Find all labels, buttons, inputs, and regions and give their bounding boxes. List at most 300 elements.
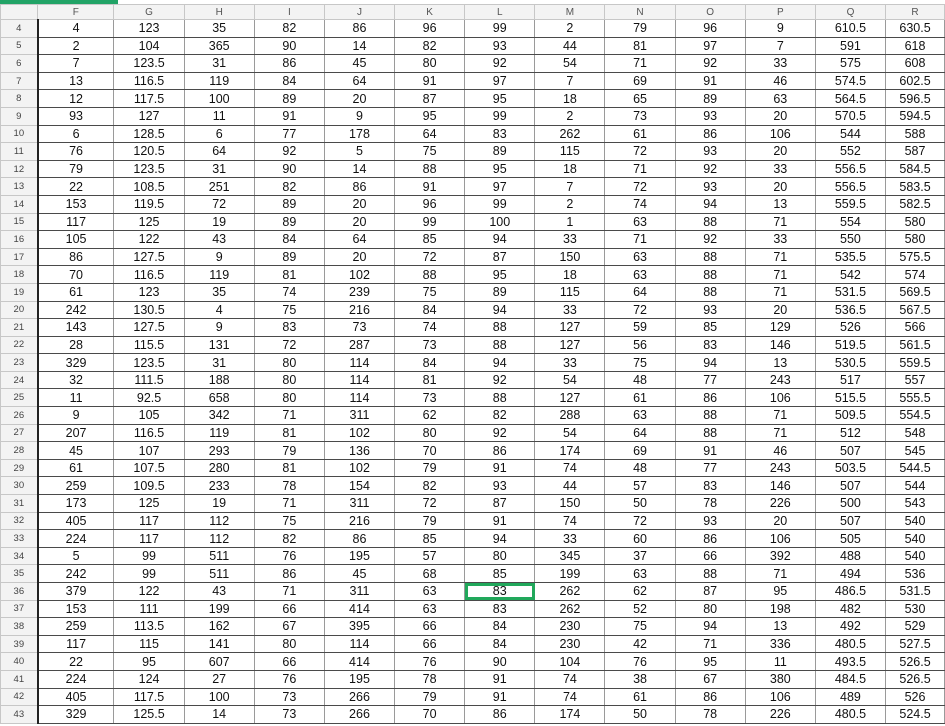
- cell[interactable]: 106: [745, 688, 815, 706]
- cell[interactable]: 233: [184, 477, 254, 495]
- cell[interactable]: 4: [184, 301, 254, 319]
- cell[interactable]: 524.5: [886, 706, 945, 724]
- cell[interactable]: 106: [745, 125, 815, 143]
- cell[interactable]: 54: [535, 424, 605, 442]
- cell[interactable]: 45: [38, 442, 114, 460]
- cell[interactable]: 405: [38, 512, 114, 530]
- cell[interactable]: 71: [254, 583, 324, 601]
- cell[interactable]: 71: [605, 55, 675, 73]
- cell[interactable]: 7: [38, 55, 114, 73]
- cell[interactable]: 79: [395, 512, 465, 530]
- cell[interactable]: 13: [745, 354, 815, 372]
- row-header[interactable]: 9: [1, 107, 38, 125]
- cell[interactable]: 77: [254, 125, 324, 143]
- cell[interactable]: 115.5: [114, 336, 184, 354]
- cell[interactable]: 96: [395, 195, 465, 213]
- cell[interactable]: 45: [324, 55, 394, 73]
- cell[interactable]: 114: [324, 371, 394, 389]
- cell[interactable]: 75: [395, 143, 465, 161]
- cell[interactable]: 122: [114, 583, 184, 601]
- cell[interactable]: 9: [38, 407, 114, 425]
- cell[interactable]: 94: [465, 301, 535, 319]
- cell[interactable]: 13: [38, 72, 114, 90]
- cell[interactable]: 195: [324, 670, 394, 688]
- cell[interactable]: 35: [184, 20, 254, 38]
- cell[interactable]: 86: [38, 248, 114, 266]
- cell[interactable]: 72: [605, 512, 675, 530]
- cell[interactable]: 86: [324, 530, 394, 548]
- cell[interactable]: 22: [38, 178, 114, 196]
- row-header[interactable]: 14: [1, 195, 38, 213]
- cell[interactable]: 154: [324, 477, 394, 495]
- cell[interactable]: 564.5: [815, 90, 885, 108]
- cell[interactable]: 242: [38, 565, 114, 583]
- cell[interactable]: 64: [184, 143, 254, 161]
- column-header-h[interactable]: H: [184, 5, 254, 20]
- cell[interactable]: 99: [114, 565, 184, 583]
- cell[interactable]: 99: [465, 195, 535, 213]
- cell[interactable]: 130.5: [114, 301, 184, 319]
- cell[interactable]: 33: [535, 354, 605, 372]
- cell[interactable]: 79: [395, 459, 465, 477]
- cell[interactable]: 120.5: [114, 143, 184, 161]
- cell[interactable]: 608: [886, 55, 945, 73]
- cell[interactable]: 92: [675, 231, 745, 249]
- cell[interactable]: 365: [184, 37, 254, 55]
- column-header-q[interactable]: Q: [815, 5, 885, 20]
- column-header-g[interactable]: G: [114, 5, 184, 20]
- cell[interactable]: 87: [465, 495, 535, 513]
- cell[interactable]: 93: [465, 477, 535, 495]
- cell[interactable]: 199: [535, 565, 605, 583]
- row-header[interactable]: 32: [1, 512, 38, 530]
- cell[interactable]: 102: [324, 459, 394, 477]
- row-header[interactable]: 34: [1, 547, 38, 565]
- row-header[interactable]: 37: [1, 600, 38, 618]
- cell[interactable]: 5: [38, 547, 114, 565]
- cell[interactable]: 45: [324, 565, 394, 583]
- cell[interactable]: 93: [465, 37, 535, 55]
- cell[interactable]: 20: [324, 248, 394, 266]
- cell[interactable]: 85: [395, 530, 465, 548]
- cell[interactable]: 32: [38, 371, 114, 389]
- cell[interactable]: 37: [605, 547, 675, 565]
- cell[interactable]: 123: [114, 20, 184, 38]
- cell[interactable]: 108.5: [114, 178, 184, 196]
- cell[interactable]: 535.5: [815, 248, 885, 266]
- column-header-l[interactable]: L: [465, 5, 535, 20]
- cell[interactable]: 100: [184, 90, 254, 108]
- cell[interactable]: 13: [745, 618, 815, 636]
- cell[interactable]: 71: [254, 407, 324, 425]
- cell[interactable]: 88: [465, 389, 535, 407]
- cell[interactable]: 31: [184, 55, 254, 73]
- cell[interactable]: 311: [324, 495, 394, 513]
- cell[interactable]: 89: [254, 90, 324, 108]
- row-header[interactable]: 15: [1, 213, 38, 231]
- cell[interactable]: 80: [254, 635, 324, 653]
- cell[interactable]: 540: [886, 547, 945, 565]
- cell[interactable]: 94: [465, 231, 535, 249]
- cell[interactable]: 80: [395, 55, 465, 73]
- cell[interactable]: 517: [815, 371, 885, 389]
- cell[interactable]: 173: [38, 495, 114, 513]
- cell[interactable]: 146: [745, 477, 815, 495]
- cell[interactable]: 540: [886, 512, 945, 530]
- cell[interactable]: 117: [38, 635, 114, 653]
- cell[interactable]: 123.5: [114, 160, 184, 178]
- cell[interactable]: 96: [675, 20, 745, 38]
- cell[interactable]: 123: [114, 283, 184, 301]
- cell[interactable]: 74: [395, 319, 465, 337]
- row-header[interactable]: 26: [1, 407, 38, 425]
- cell[interactable]: 84: [254, 72, 324, 90]
- cell[interactable]: 88: [675, 283, 745, 301]
- cell[interactable]: 259: [38, 618, 114, 636]
- cell[interactable]: 88: [675, 565, 745, 583]
- cell[interactable]: 99: [465, 20, 535, 38]
- row-header[interactable]: 13: [1, 178, 38, 196]
- cell[interactable]: 91: [465, 670, 535, 688]
- cell[interactable]: 91: [675, 442, 745, 460]
- cell[interactable]: 80: [254, 389, 324, 407]
- cell[interactable]: 65: [605, 90, 675, 108]
- cell[interactable]: 75: [395, 283, 465, 301]
- cell[interactable]: 92.5: [114, 389, 184, 407]
- cell[interactable]: 74: [535, 670, 605, 688]
- cell[interactable]: 150: [535, 248, 605, 266]
- cell[interactable]: 482: [815, 600, 885, 618]
- cell[interactable]: 78: [254, 477, 324, 495]
- cell[interactable]: 94: [675, 618, 745, 636]
- cell[interactable]: 93: [675, 178, 745, 196]
- cell[interactable]: 71: [605, 160, 675, 178]
- cell[interactable]: 262: [535, 583, 605, 601]
- cell[interactable]: 83: [465, 125, 535, 143]
- cell[interactable]: 113.5: [114, 618, 184, 636]
- cell[interactable]: 79: [395, 688, 465, 706]
- row-header[interactable]: 40: [1, 653, 38, 671]
- cell[interactable]: 124: [114, 670, 184, 688]
- cell[interactable]: 50: [605, 495, 675, 513]
- cell[interactable]: 91: [465, 688, 535, 706]
- cell[interactable]: 72: [254, 336, 324, 354]
- cell[interactable]: 262: [535, 125, 605, 143]
- cell[interactable]: 574: [886, 266, 945, 284]
- cell[interactable]: 117: [38, 213, 114, 231]
- cell[interactable]: 658: [184, 389, 254, 407]
- cell[interactable]: 95: [114, 653, 184, 671]
- cell[interactable]: 72: [605, 301, 675, 319]
- row-header[interactable]: 21: [1, 319, 38, 337]
- cell[interactable]: 91: [254, 107, 324, 125]
- cell[interactable]: 226: [745, 706, 815, 724]
- cell[interactable]: 259: [38, 477, 114, 495]
- cell[interactable]: 87: [675, 583, 745, 601]
- cell[interactable]: 580: [886, 213, 945, 231]
- cell[interactable]: 86: [254, 55, 324, 73]
- cell[interactable]: 87: [395, 90, 465, 108]
- cell[interactable]: 76: [395, 653, 465, 671]
- cell[interactable]: 86: [675, 530, 745, 548]
- cell[interactable]: 115: [535, 143, 605, 161]
- cell[interactable]: 119.5: [114, 195, 184, 213]
- cell[interactable]: 92: [675, 160, 745, 178]
- cell[interactable]: 311: [324, 583, 394, 601]
- column-header-i[interactable]: I: [254, 5, 324, 20]
- cell[interactable]: 512: [815, 424, 885, 442]
- row-header[interactable]: 31: [1, 495, 38, 513]
- cell[interactable]: 239: [324, 283, 394, 301]
- cell[interactable]: 556.5: [815, 178, 885, 196]
- cell[interactable]: 66: [395, 635, 465, 653]
- cell[interactable]: 559.5: [886, 354, 945, 372]
- row-header[interactable]: 22: [1, 336, 38, 354]
- cell[interactable]: 511: [184, 565, 254, 583]
- cell[interactable]: 526.5: [886, 670, 945, 688]
- column-header-f[interactable]: F: [38, 5, 114, 20]
- cell[interactable]: 88: [675, 424, 745, 442]
- cell[interactable]: 559.5: [815, 195, 885, 213]
- cell[interactable]: 127.5: [114, 248, 184, 266]
- cell[interactable]: 19: [184, 213, 254, 231]
- cell[interactable]: 61: [605, 125, 675, 143]
- cell[interactable]: 95: [465, 160, 535, 178]
- cell[interactable]: 127: [114, 107, 184, 125]
- row-header[interactable]: 20: [1, 301, 38, 319]
- cell[interactable]: 85: [465, 565, 535, 583]
- cell[interactable]: 9: [184, 248, 254, 266]
- cell[interactable]: 35: [184, 283, 254, 301]
- selected-cell[interactable]: 83: [465, 583, 535, 601]
- cell[interactable]: 94: [465, 354, 535, 372]
- cell[interactable]: 127.5: [114, 319, 184, 337]
- cell[interactable]: 96: [395, 20, 465, 38]
- cell[interactable]: 555.5: [886, 389, 945, 407]
- cell[interactable]: 379: [38, 583, 114, 601]
- row-header[interactable]: 33: [1, 530, 38, 548]
- cell[interactable]: 90: [254, 160, 324, 178]
- cell[interactable]: 84: [395, 354, 465, 372]
- row-header[interactable]: 12: [1, 160, 38, 178]
- cell[interactable]: 67: [254, 618, 324, 636]
- cell[interactable]: 92: [465, 55, 535, 73]
- cell[interactable]: 18: [535, 266, 605, 284]
- column-header-r[interactable]: R: [886, 5, 945, 20]
- cell[interactable]: 22: [38, 653, 114, 671]
- cell[interactable]: 114: [324, 354, 394, 372]
- cell[interactable]: 90: [465, 653, 535, 671]
- cell[interactable]: 153: [38, 195, 114, 213]
- cell[interactable]: 610.5: [815, 20, 885, 38]
- cell[interactable]: 329: [38, 706, 114, 724]
- cell[interactable]: 95: [465, 90, 535, 108]
- cell[interactable]: 7: [745, 37, 815, 55]
- cell[interactable]: 262: [535, 600, 605, 618]
- row-header[interactable]: 42: [1, 688, 38, 706]
- cell[interactable]: 527.5: [886, 635, 945, 653]
- cell[interactable]: 280: [184, 459, 254, 477]
- cell[interactable]: 95: [745, 583, 815, 601]
- cell[interactable]: 89: [254, 195, 324, 213]
- cell[interactable]: 66: [675, 547, 745, 565]
- cell[interactable]: 89: [675, 90, 745, 108]
- cell[interactable]: 119: [184, 72, 254, 90]
- cell[interactable]: 136: [324, 442, 394, 460]
- cell[interactable]: 574.5: [815, 72, 885, 90]
- cell[interactable]: 64: [605, 424, 675, 442]
- column-header-o[interactable]: O: [675, 5, 745, 20]
- cell[interactable]: 59: [605, 319, 675, 337]
- cell[interactable]: 115: [535, 283, 605, 301]
- cell[interactable]: 105: [38, 231, 114, 249]
- select-all-corner[interactable]: [1, 5, 38, 20]
- cell[interactable]: 11: [745, 653, 815, 671]
- cell[interactable]: 75: [254, 301, 324, 319]
- cell[interactable]: 542: [815, 266, 885, 284]
- cell[interactable]: 88: [465, 319, 535, 337]
- cell[interactable]: 12: [38, 90, 114, 108]
- cell[interactable]: 9: [324, 107, 394, 125]
- cell[interactable]: 511: [184, 547, 254, 565]
- cell[interactable]: 80: [465, 547, 535, 565]
- cell[interactable]: 18: [535, 90, 605, 108]
- cell[interactable]: 71: [745, 424, 815, 442]
- cell[interactable]: 116.5: [114, 424, 184, 442]
- cell[interactable]: 93: [675, 107, 745, 125]
- cell[interactable]: 251: [184, 178, 254, 196]
- cell[interactable]: 488: [815, 547, 885, 565]
- cell[interactable]: 119: [184, 266, 254, 284]
- cell[interactable]: 95: [395, 107, 465, 125]
- cell[interactable]: 31: [184, 160, 254, 178]
- cell[interactable]: 86: [324, 20, 394, 38]
- cell[interactable]: 61: [605, 389, 675, 407]
- cell[interactable]: 123.5: [114, 55, 184, 73]
- cell[interactable]: 100: [465, 213, 535, 231]
- cell[interactable]: 117: [114, 530, 184, 548]
- cell[interactable]: 85: [675, 319, 745, 337]
- row-header[interactable]: 38: [1, 618, 38, 636]
- cell[interactable]: 61: [38, 283, 114, 301]
- cell[interactable]: 544: [815, 125, 885, 143]
- row-header[interactable]: 41: [1, 670, 38, 688]
- cell[interactable]: 530: [886, 600, 945, 618]
- cell[interactable]: 83: [675, 477, 745, 495]
- cell[interactable]: 540: [886, 530, 945, 548]
- cell[interactable]: 554.5: [886, 407, 945, 425]
- cell[interactable]: 74: [535, 459, 605, 477]
- cell[interactable]: 243: [745, 371, 815, 389]
- cell[interactable]: 75: [605, 354, 675, 372]
- row-header[interactable]: 28: [1, 442, 38, 460]
- cell[interactable]: 76: [254, 670, 324, 688]
- cell[interactable]: 116.5: [114, 266, 184, 284]
- cell[interactable]: 71: [745, 283, 815, 301]
- cell[interactable]: 11: [38, 389, 114, 407]
- cell[interactable]: 596.5: [886, 90, 945, 108]
- cell[interactable]: 111: [114, 600, 184, 618]
- cell[interactable]: 602.5: [886, 72, 945, 90]
- cell[interactable]: 336: [745, 635, 815, 653]
- cell[interactable]: 102: [324, 266, 394, 284]
- cell[interactable]: 127: [535, 336, 605, 354]
- cell[interactable]: 94: [675, 195, 745, 213]
- cell[interactable]: 63: [605, 565, 675, 583]
- cell[interactable]: 74: [535, 512, 605, 530]
- cell[interactable]: 530.5: [815, 354, 885, 372]
- cell[interactable]: 88: [675, 407, 745, 425]
- cell[interactable]: 584.5: [886, 160, 945, 178]
- cell[interactable]: 569.5: [886, 283, 945, 301]
- cell[interactable]: 86: [465, 442, 535, 460]
- cell[interactable]: 545: [886, 442, 945, 460]
- cell[interactable]: 104: [535, 653, 605, 671]
- cell[interactable]: 84: [254, 231, 324, 249]
- cell[interactable]: 484.5: [815, 670, 885, 688]
- cell[interactable]: 20: [745, 301, 815, 319]
- cell[interactable]: 2: [38, 37, 114, 55]
- cell[interactable]: 88: [675, 213, 745, 231]
- cell[interactable]: 123.5: [114, 354, 184, 372]
- cell[interactable]: 66: [254, 653, 324, 671]
- cell[interactable]: 7: [535, 178, 605, 196]
- row-header[interactable]: 16: [1, 231, 38, 249]
- cell[interactable]: 526: [815, 319, 885, 337]
- cell[interactable]: 80: [254, 371, 324, 389]
- row-header[interactable]: 43: [1, 706, 38, 724]
- cell[interactable]: 71: [745, 213, 815, 231]
- cell[interactable]: 80: [675, 600, 745, 618]
- cell[interactable]: 56: [605, 336, 675, 354]
- cell[interactable]: 71: [605, 231, 675, 249]
- cell[interactable]: 61: [605, 688, 675, 706]
- cell[interactable]: 2: [535, 195, 605, 213]
- cell[interactable]: 575: [815, 55, 885, 73]
- cell[interactable]: 84: [395, 301, 465, 319]
- cell[interactable]: 13: [745, 195, 815, 213]
- cell[interactable]: 84: [465, 618, 535, 636]
- cell[interactable]: 607: [184, 653, 254, 671]
- cell[interactable]: 72: [395, 248, 465, 266]
- cell[interactable]: 82: [254, 178, 324, 196]
- cell[interactable]: 48: [605, 371, 675, 389]
- cell[interactable]: 494: [815, 565, 885, 583]
- cell[interactable]: 129: [745, 319, 815, 337]
- cell[interactable]: 71: [745, 248, 815, 266]
- cell[interactable]: 73: [605, 107, 675, 125]
- cell[interactable]: 94: [465, 530, 535, 548]
- row-header[interactable]: 29: [1, 459, 38, 477]
- cell[interactable]: 77: [675, 459, 745, 477]
- cell[interactable]: 88: [395, 160, 465, 178]
- cell[interactable]: 92: [465, 371, 535, 389]
- cell[interactable]: 526: [886, 688, 945, 706]
- cell[interactable]: 42: [605, 635, 675, 653]
- cell[interactable]: 548: [886, 424, 945, 442]
- cell[interactable]: 554: [815, 213, 885, 231]
- cell[interactable]: 14: [324, 160, 394, 178]
- cell[interactable]: 91: [395, 72, 465, 90]
- cell[interactable]: 72: [605, 143, 675, 161]
- cell[interactable]: 81: [254, 266, 324, 284]
- cell[interactable]: 493.5: [815, 653, 885, 671]
- cell[interactable]: 509.5: [815, 407, 885, 425]
- cell[interactable]: 64: [395, 125, 465, 143]
- cell[interactable]: 44: [535, 477, 605, 495]
- cell[interactable]: 414: [324, 653, 394, 671]
- row-header[interactable]: 18: [1, 266, 38, 284]
